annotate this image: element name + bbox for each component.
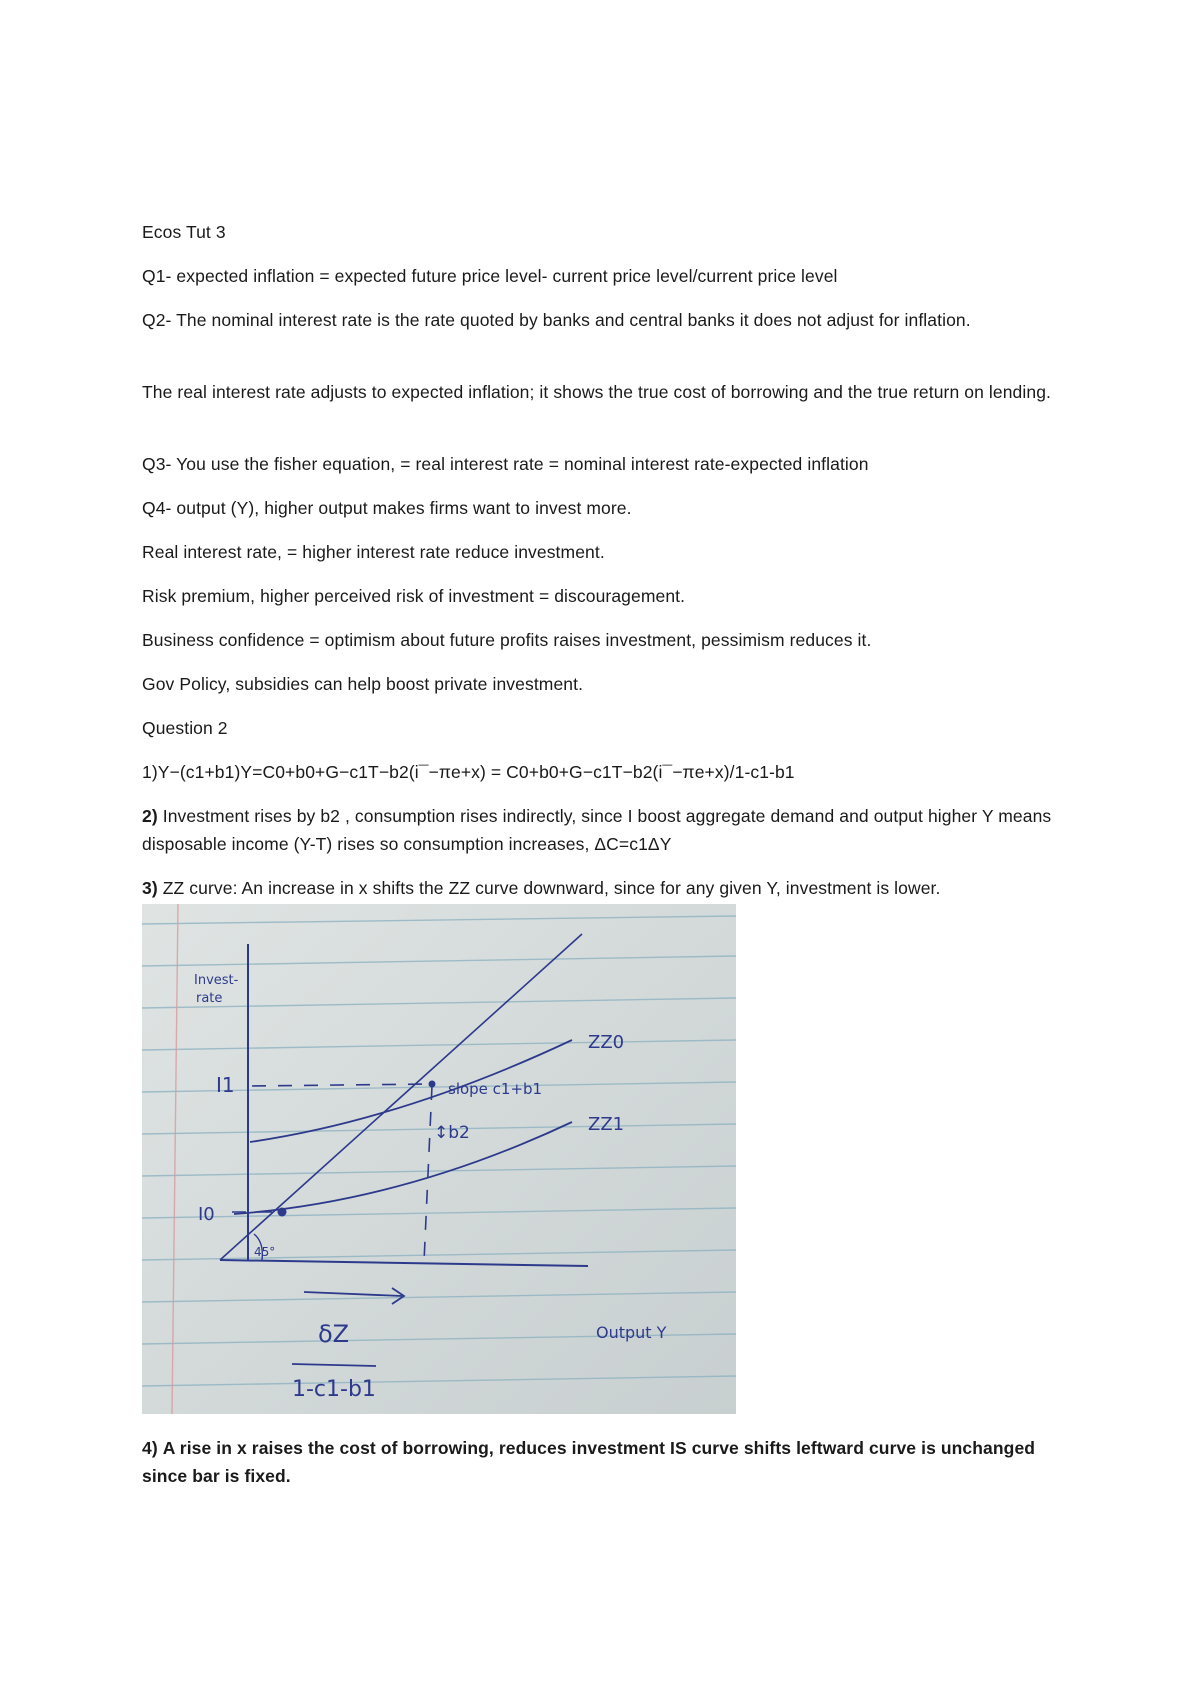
q3-text: Q3- You use the fisher equation, = real interest rate = nominal interest rate-expected inflation — [142, 454, 869, 474]
answer-2-number: 2) — [142, 806, 158, 826]
answer-4-text: A rise in x raises the cost of borrowing, reduces investment IS curve shifts leftward curve is unchanged since bar is fixed. — [142, 1438, 1036, 1486]
zz0-label: ZZ0 — [588, 1032, 625, 1053]
equilibrium-point-1 — [429, 1081, 436, 1088]
q4-risk-text: Risk premium, higher perceived risk of investment = discouragement. — [142, 586, 686, 606]
sketch-photo — [142, 904, 736, 1414]
b2-label: ↕b2 — [434, 1123, 470, 1143]
i0-label: I0 — [198, 1204, 215, 1225]
x-axis-label: Output Y — [596, 1323, 667, 1342]
answer-3-number: 3) — [142, 878, 158, 898]
doc-title: Ecos Tut 3 — [142, 222, 226, 242]
y-axis-label-1: Invest- — [194, 973, 239, 988]
answer-1: 1)Y−(c1+b1)Y=C0+b0+G−c1T−b2(i¯−πe+x) = C0+b0+G−c1T−b2(i¯−πe+x)/1-c1-b1 — [142, 762, 795, 782]
q4-output-text: Q4- output (Y), higher output makes firms want to invest more. — [142, 498, 632, 518]
equilibrium-point-0 — [278, 1208, 287, 1217]
question2-heading: Question 2 — [142, 718, 228, 738]
answer-3-text: ZZ curve: An increase in x shifts the ZZ curve downward, since for any given Y, investment is lower. — [162, 878, 941, 898]
angle-label: 45° — [254, 1245, 276, 1259]
zz-diagram-sketch — [142, 904, 736, 1414]
q4-policy-text: Gov Policy, subsidies can help boost private investment. — [142, 674, 584, 694]
answer-4-number: 4) — [142, 1438, 158, 1458]
i1-label: I1 — [216, 1073, 235, 1097]
multiplier-numerator: δZ — [318, 1320, 350, 1348]
q1-text: Q1- expected inflation = expected future price level- current price level/current price level — [142, 266, 838, 286]
slope-label: slope c1+b1 — [448, 1080, 543, 1098]
q4-confidence-text: Business confidence = optimism about future profits raises investment, pessimism reduces it. — [142, 630, 872, 650]
answer-2 — [142, 802, 1072, 858]
y-axis-label-2: rate — [196, 991, 223, 1006]
q2-real-text: The real interest rate adjusts to expected inflation; it shows the true cost of borrowing and the true return on lending. — [142, 382, 1051, 402]
answer-2-text: Investment rises by b2 , consumption rises indirectly, since I boost aggregate demand and output higher Y means disposable income (Y-T) rises so consumption increases, ΔC=c1ΔY — [142, 806, 1052, 854]
q4-interest-text: Real interest rate, = higher interest rate reduce investment. — [142, 542, 605, 562]
q2-nominal-text: Q2- The nominal interest rate is the rate quoted by banks and central banks it does not adjust for inflation. — [142, 310, 971, 330]
zz1-label: ZZ1 — [588, 1114, 625, 1135]
answer-4 — [142, 1434, 1072, 1490]
multiplier-denominator: 1-c1-b1 — [292, 1377, 376, 1402]
answer-3 — [142, 874, 1072, 902]
